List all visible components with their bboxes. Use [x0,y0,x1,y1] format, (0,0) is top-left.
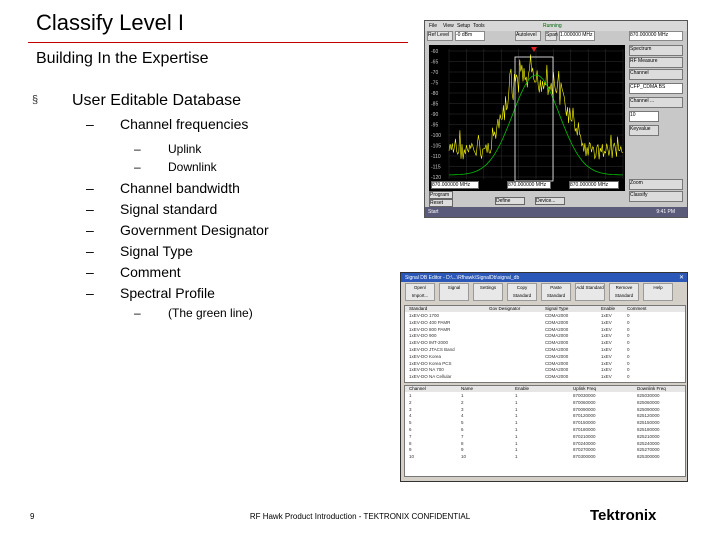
table-cell: CDMA2000 [545,319,569,325]
dash-marker: – [134,160,141,174]
table-row[interactable] [405,367,685,373]
table-cell: CDMA2000 [545,360,569,366]
table-cell: 825300000 [637,454,660,460]
item-spectral-profile: Spectral Profile [120,285,215,301]
item-signal-standard: Signal standard [120,201,218,217]
y-tick-label: -110 [431,154,441,160]
db-window-title: Signal DB Editor - D:\...\Rfhawk\SignalDb\signal_db [405,275,520,281]
spectrum-plot [429,45,625,191]
table-cell: 1xEV-DO IMT-2000 [409,340,449,346]
device-button[interactable]: Device... [535,197,565,205]
table-cell: 870090000 [573,406,596,412]
table-cell: 0 [627,326,630,332]
table-row[interactable] [405,347,685,353]
menu-tools[interactable]: Tools [473,23,485,29]
column-header[interactable]: Signal Type [545,306,569,311]
paste-standard-button[interactable]: Paste Standard [541,283,571,301]
menu-view[interactable]: View [443,23,454,29]
table-cell: 870120000 [573,413,596,419]
table-cell: 0 [627,374,630,380]
table-cell: 4 [461,413,464,419]
item-signal-type: Signal Type [120,243,193,259]
table-cell: 1 [515,420,518,426]
dash-marker: – [86,264,94,280]
table-row[interactable] [405,400,685,406]
menu-file[interactable]: File [429,23,438,29]
table-row[interactable] [405,441,685,447]
table-cell: 10 [461,454,467,460]
table-cell: 1xEV [601,319,612,325]
dash-marker: – [86,180,94,196]
side-keyvalue-button[interactable]: Keyvalue [629,125,659,136]
table-cell: 1 [515,454,518,460]
reset-button[interactable]: Reset [429,199,453,207]
y-tick-label: -115 [431,164,441,171]
column-header[interactable]: Comment [627,306,647,311]
page-number: 9 [30,512,35,521]
slide-subtitle: Building In the Expertise [36,50,209,67]
table-cell: CDMA2000 [545,313,569,318]
table-cell: 3 [461,406,464,412]
table-cell: 1xEV [601,374,612,380]
table-cell: 825150000 [637,420,660,426]
table-row[interactable] [405,447,685,453]
y-tick-label: -80 [431,91,439,97]
table-cell: 4 [409,413,412,419]
table-cell: 825090000 [637,406,660,412]
side-standard-field[interactable]: CFP_CDMA BS [629,83,683,94]
table-cell: 7 [409,433,412,439]
program-button[interactable]: Program [429,191,453,199]
channels-table-header [405,386,685,392]
spectrum-analyzer-screenshot [424,20,688,218]
table-cell: 1 [515,406,518,412]
table-cell: 5 [409,420,412,426]
title-underline [28,42,408,43]
table-row[interactable] [405,434,685,440]
y-tick-label: -90 [431,112,439,118]
table-cell: 1xEV-DO Korea [409,353,442,359]
define-button[interactable]: Define [495,197,525,205]
table-cell: 870060000 [573,399,596,405]
bullet-main: User Editable Database [72,92,241,109]
y-tick-label: -60 [431,49,439,55]
table-cell: 6 [409,427,412,432]
column-header[interactable]: Enable [601,306,616,311]
standards-table-header [405,306,685,312]
table-cell: 825120000 [637,413,660,419]
table-cell: 0 [627,367,630,373]
tektronix-logo: Tektronix [590,507,657,524]
table-cell: 5 [461,420,464,426]
column-header[interactable]: Channel [409,386,426,391]
table-cell: 1 [461,393,464,398]
table-row[interactable] [405,427,685,433]
signal-button[interactable]: Signal [439,283,469,301]
remove-standard-button[interactable]: Remove Standard [609,283,639,301]
span-field[interactable]: 1.000000 MHz [559,31,595,41]
table-row[interactable] [405,340,685,346]
table-cell: 870270000 [573,447,596,453]
table-cell: 1xEV-DO JTACS Band [409,347,455,352]
table-cell: 1xEV [601,353,612,359]
table-cell: 0 [627,347,630,352]
table-cell: 870180000 [573,427,596,432]
column-header[interactable]: Standard [409,306,428,311]
run-status: Running [543,23,562,29]
standards-table [404,305,686,383]
y-tick-label: -95 [431,122,439,129]
signal-db-editor-screenshot [400,272,688,482]
table-cell: 0 [627,333,630,339]
table-cell: 2 [409,399,412,405]
table-cell: 0 [627,319,630,325]
freq-stop-label: 870.000000 MHz [569,181,619,189]
item-comment: Comment [120,264,181,280]
instrument-side-menu [629,45,683,198]
y-tick-label: -85 [431,101,439,108]
column-header[interactable]: Enable [515,386,530,391]
table-cell: 1 [515,427,518,432]
table-cell: 1xEV-DO 800 PAMR [409,326,451,332]
table-cell: 1xEV [601,360,612,366]
center-frequency-field[interactable]: 870.000000 MHz [629,31,683,41]
side-rf-measure-button[interactable]: RF Measure [629,57,683,68]
table-row[interactable] [405,393,685,399]
table-cell: 1 [409,393,412,398]
table-cell: 825060000 [637,399,660,405]
db-titlebar [401,273,687,282]
table-cell: 870240000 [573,440,596,446]
side-channel-button[interactable]: Channel [629,69,683,80]
table-cell: 1xEV-DO NA Cellular [409,374,452,380]
window-close-icon[interactable]: ✕ [678,275,684,281]
item-channel-bandwidth: Channel bandwidth [120,180,240,196]
table-row[interactable] [405,413,685,419]
table-cell: CDMA2000 [545,347,569,352]
table-cell: 0 [627,360,630,366]
dash-marker: – [86,116,94,132]
table-cell: 9 [461,447,464,453]
menu-setup[interactable]: Setup [457,23,471,29]
table-cell: 1xEV [601,313,612,318]
y-tick-label: -105 [431,143,442,150]
table-cell: CDMA2000 [545,340,569,346]
table-cell: 1xEV-DO NA 700 [409,367,444,373]
dash-marker: – [134,142,141,156]
slide-title: Classify Level I [36,10,184,35]
open-import-button[interactable]: Open/ Import... [405,283,435,301]
column-header[interactable]: Gov Designator [489,306,521,311]
table-row[interactable] [405,354,685,360]
table-row[interactable] [405,313,685,319]
side-channel-number-field[interactable]: 10 [629,111,659,122]
table-cell: 1xEV-DO 1700 [409,313,440,318]
table-cell: 3 [409,406,412,412]
ref-level-label: Ref Level [427,31,453,41]
table-cell: 870300000 [573,454,596,460]
table-cell: 1 [515,393,518,398]
span-label: Span [545,31,557,41]
bullet-marker: § [32,94,39,106]
settings-button[interactable]: Settings [473,283,503,301]
table-row[interactable] [405,327,685,333]
table-cell: 6 [461,427,464,432]
table-cell: 1xEV [601,367,612,373]
table-row[interactable] [405,320,685,326]
item-channel-frequencies: Channel frequencies [120,116,249,132]
item-downlink: Downlink [168,160,217,174]
table-cell: 825180000 [637,427,660,432]
spectrum-svg [429,45,625,191]
copy-standard-button[interactable]: Copy Standard [507,283,537,301]
help-button[interactable]: Help [643,283,673,301]
dash-marker: – [134,306,141,320]
column-header[interactable]: Name [461,386,474,391]
y-tick-label: -75 [431,80,439,87]
table-cell: 1xEV [601,333,612,339]
instrument-menubar [425,21,687,31]
table-cell: 9 [409,447,412,453]
taskbar-clock: 9:41 PM [656,209,675,215]
table-cell: 825210000 [637,433,660,439]
side-spectrum-button[interactable]: Spectrum [629,45,683,56]
start-button[interactable]: Start [428,209,439,215]
instrument-taskbar [425,207,687,217]
add-standard-button[interactable]: Add Standard [575,283,605,301]
autolevel-button[interactable]: Autolevel [515,31,541,41]
y-tick-label: -100 [431,133,442,139]
table-cell: 2 [461,399,464,405]
table-cell: CDMA2000 [545,353,569,359]
table-cell: 1 [515,433,518,439]
y-tick-label: -70 [431,70,439,76]
channels-table [404,385,686,477]
table-cell: 1xEV [601,326,612,332]
table-cell: 1 [515,399,518,405]
table-cell: 7 [461,433,464,439]
item-government-designator: Government Designator [120,222,269,238]
table-cell: 1xEV-DO Korea PCS [409,360,452,366]
dash-marker: – [86,285,94,301]
side-classify-button[interactable]: Classify [629,191,683,202]
y-tick-label: -65 [431,59,439,66]
freq-start-label: 870.000000 MHz [431,181,479,189]
table-row[interactable] [405,407,685,413]
table-cell: 0 [627,313,630,318]
table-cell: 870030000 [573,393,596,398]
table-cell: 0 [627,340,630,346]
table-row[interactable] [405,420,685,426]
footer-text: RF Hawk Product Introduction - TEKTRONIX CONFIDENTIAL [249,512,471,521]
table-row[interactable] [405,333,685,339]
table-cell: CDMA2000 [545,374,569,380]
table-cell: CDMA2000 [545,367,569,373]
item-green-line-note: (The green line) [168,306,253,320]
table-cell: 825240000 [637,440,660,446]
table-cell: 825270000 [637,447,660,453]
table-row[interactable] [405,361,685,367]
table-cell: 1xEV [601,340,612,346]
table-cell: 870210000 [573,433,596,439]
dash-marker: – [86,201,94,217]
item-uplink: Uplink [168,142,202,156]
table-cell: 1 [515,447,518,453]
table-cell: 8 [461,440,464,446]
y-tick-label: -120 [431,175,442,181]
table-cell: 8 [409,440,412,446]
ref-level-field[interactable]: -0 dBm [455,31,485,41]
table-cell: 0 [627,353,630,359]
side-zoom-button[interactable]: Zoom [629,179,683,190]
table-cell: 10 [409,454,415,460]
dash-marker: – [86,243,94,259]
dash-marker: – [86,222,94,238]
table-cell: 1xEV-DO 900 [409,333,437,339]
table-cell: 1 [515,440,518,446]
table-cell: CDMA2000 [545,326,569,332]
column-header[interactable]: Downlink Freq [637,386,666,391]
table-row[interactable] [405,454,685,460]
column-header[interactable]: Uplink Freq [573,386,597,391]
table-row[interactable] [405,374,685,380]
freq-center-label: 870.000000 MHz [507,181,551,189]
table-cell: 1xEV [601,347,612,352]
table-cell: 825030000 [637,393,660,398]
table-cell: 1xEV-DO 400 PAMR [409,319,451,325]
table-cell: CDMA2000 [545,333,569,339]
table-cell: 870150000 [573,420,596,426]
side-channel-dots-button[interactable]: Channel ... [629,97,683,108]
table-cell: 1 [515,413,518,419]
